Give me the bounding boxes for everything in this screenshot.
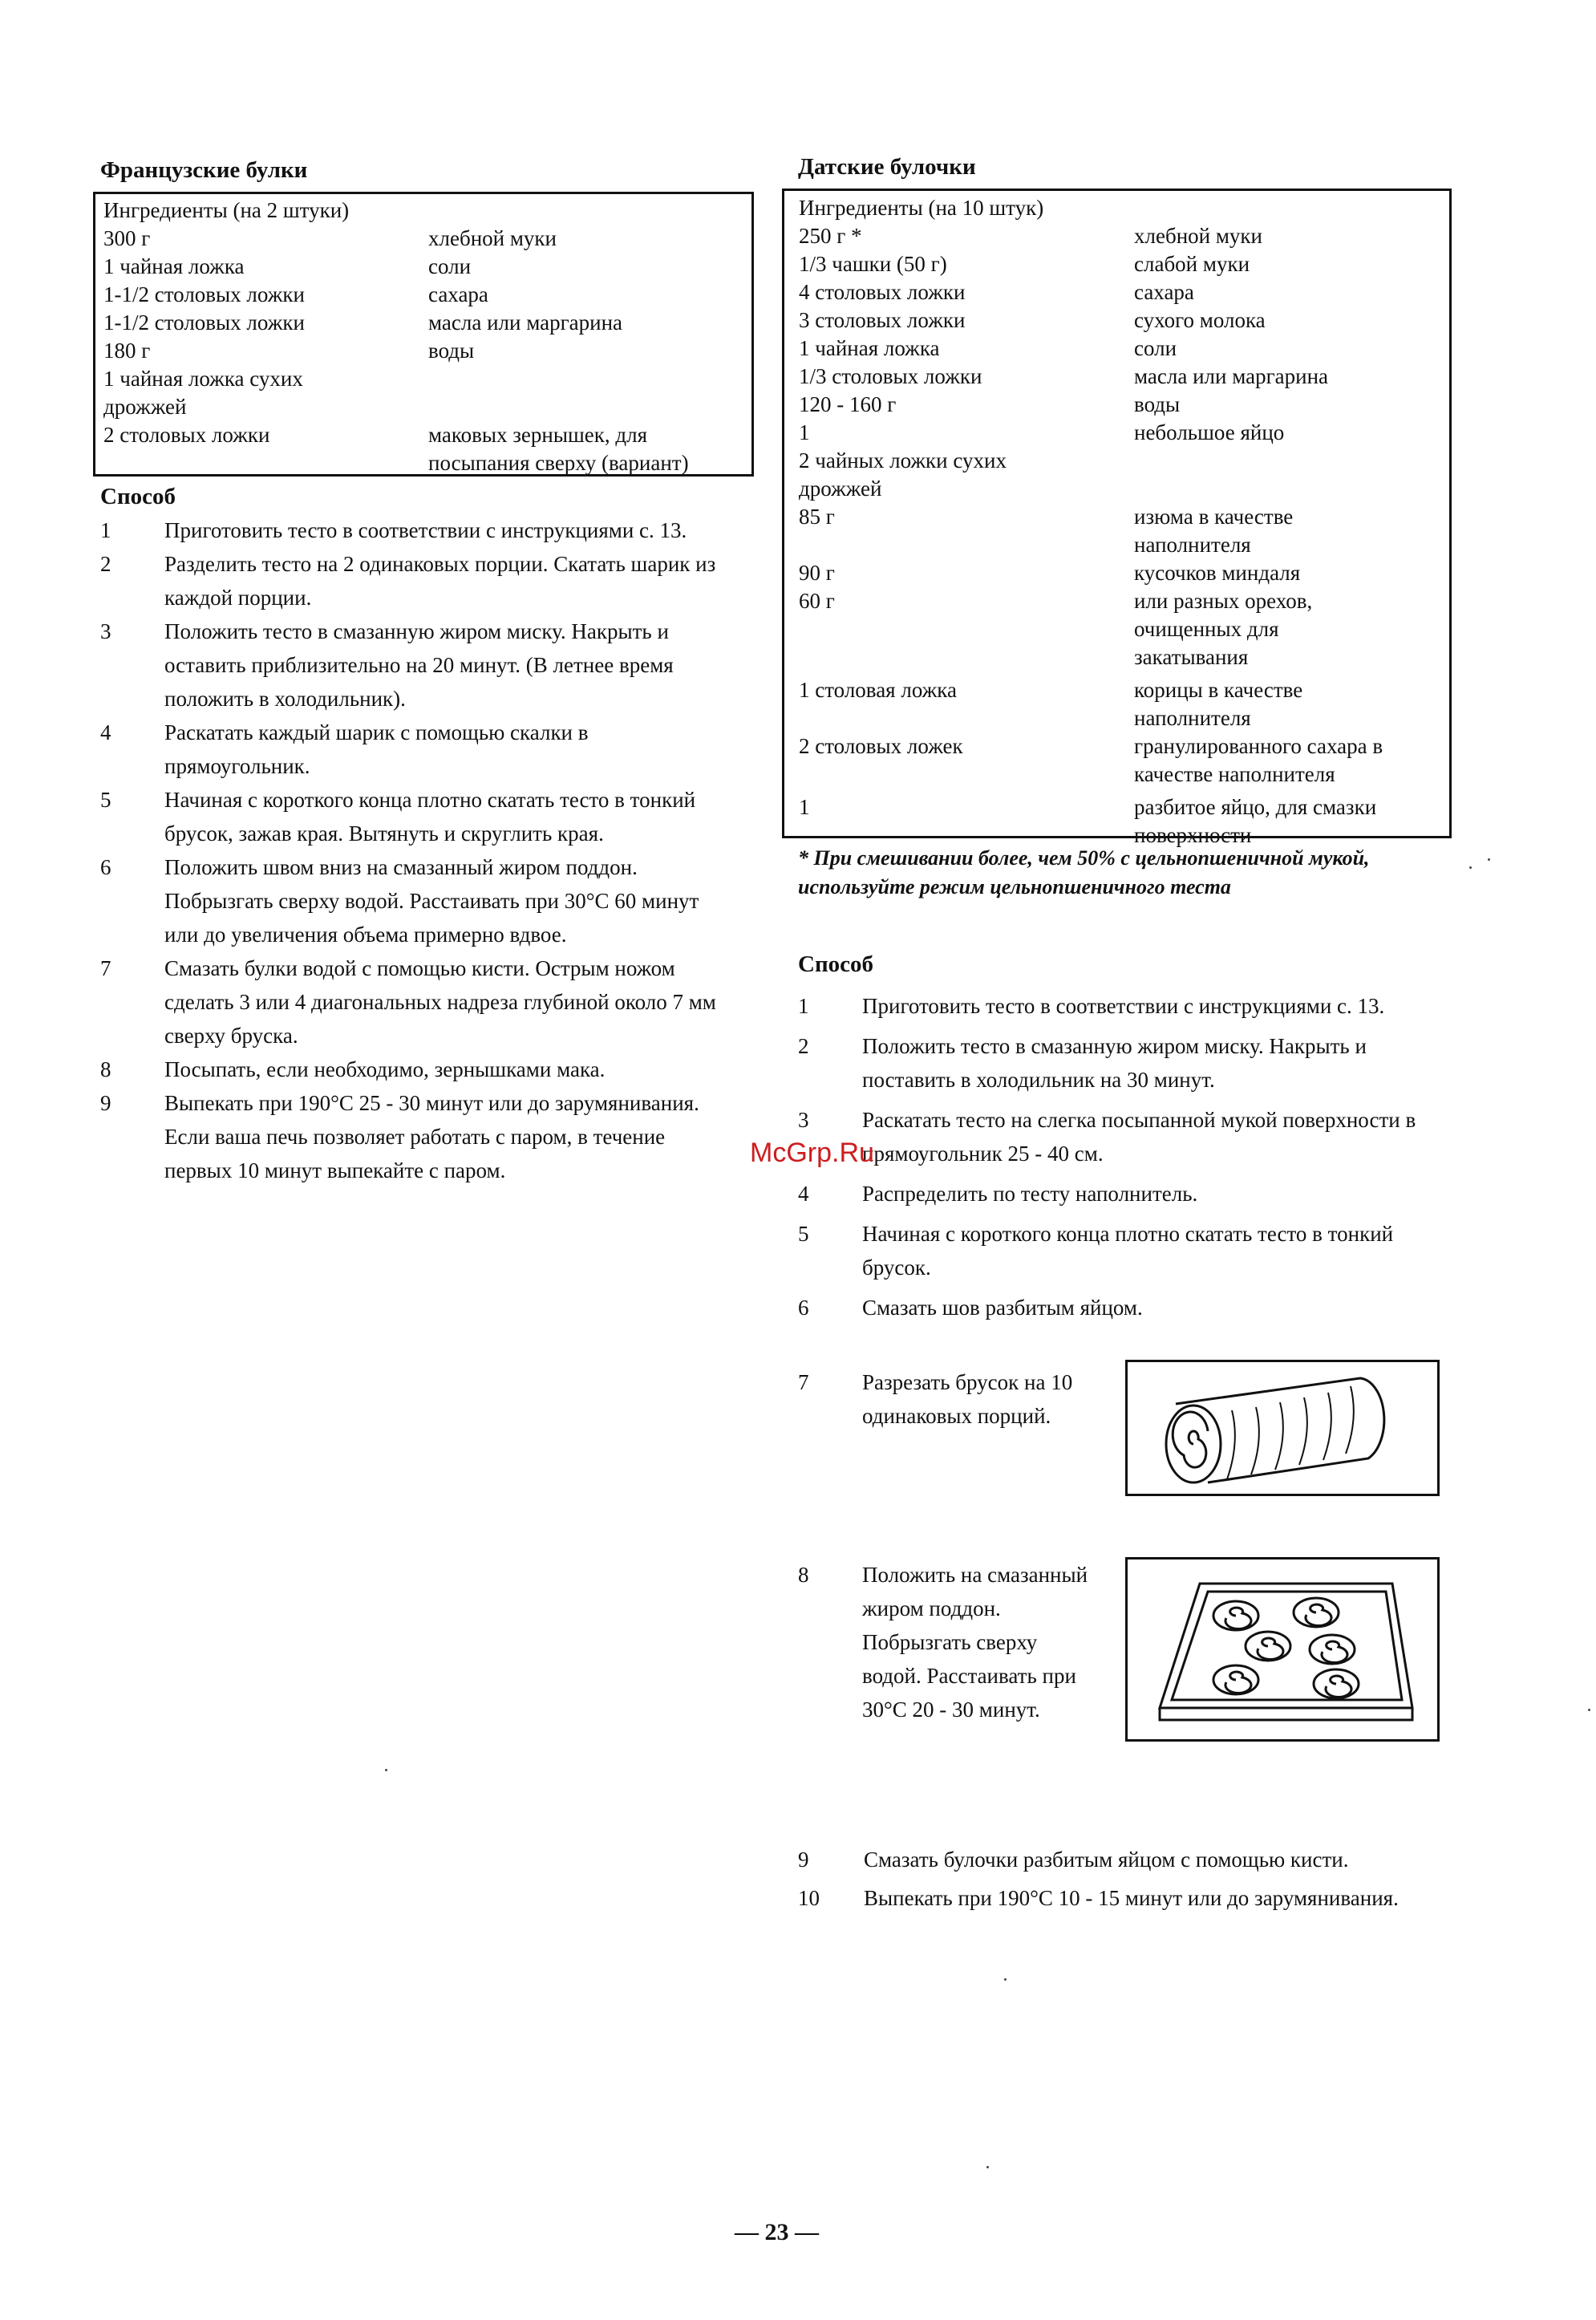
ingredients-header: Ингредиенты (на 2 штуки) [103,198,350,222]
ingredients-list-french [103,197,743,477]
method-step: 10 Выпекать при 190°С 10 - 15 минут или до зарумянивания. [798,1886,1399,1910]
page-number: — 23 — [735,2219,819,2245]
ingredient-row: 1/3 столовых ложки масла или маргарина [799,364,1329,388]
scan-speck [1588,1709,1590,1711]
method-steps-danish [798,989,1440,1324]
ingredient-row: 1-1/2 столовых ложки сахара [103,282,488,306]
scan-speck [1488,858,1490,861]
ingredient-row: 1 столовая ложка корицы в качестве [799,678,1303,702]
ingredient-row: 1 чайная ложка соли [103,254,472,278]
ingredient-row: 180 г воды [103,339,475,363]
method-step: 6 Положить швом вниз на смазанный жиром поддон. Побрызгать сверху водой. Расстаивать при 30°С 60 минут или до увеличения объема примерно вдвое. [100,855,699,947]
ingredient-row: 300 г хлебной муки [103,226,557,250]
ingredient-row: 85 г изюма в качестве [799,505,1294,529]
ingredient-row: очищенных для [1134,617,1279,641]
method-steps-danish-final [798,1843,1440,1915]
method-step: 2 Разделить тесто на 2 одинаковых порции. Скатать шарик из каждой порции. [100,552,716,610]
method-title-french: Способ [100,484,176,509]
ingredient-row: наполнителя [1134,533,1251,557]
method-title-danish: Способ [798,951,874,977]
ingredient-row: 1 разбитое яйцо, для смазки [799,795,1377,819]
ingredient-row: закатывания [1134,645,1249,669]
scan-speck [385,1769,387,1771]
ingredient-row: 1-1/2 столовых ложки масла или маргарина [103,310,623,335]
ingredient-row: 2 столовых ложек гранулированного сахара в [799,734,1383,758]
method-step: 5 Начиная с короткого конца плотно скатать тесто в тонкий брусок, зажав края. Вытянуть и скруглить края. [100,788,696,846]
ingredient-row: 60 г или разных орехов, [799,589,1313,613]
method-step: 7 Разрезать брусок на 10 одинаковых порций. [798,1370,1073,1428]
scan-speck [1469,866,1472,869]
scan-speck [1004,1978,1007,1981]
method-step: 8 Положить на смазанный жиром поддон. Побрызгать сверху водой. Расстаивать при 30°С 20 - 30 минут. [798,1563,1088,1722]
ingredients-list-danish [799,194,1441,850]
ingredient-row: качестве наполнителя [1134,762,1335,786]
method-step: 3 Положить тесто в смазанную жиром миску. Накрыть и оставить приблизительно на 20 минут. (В летнее время положить в холодильник). [100,619,674,711]
method-step: 4 Распределить по тесту наполнитель. [798,1182,1198,1206]
ingredient-row: 120 - 160 г воды [799,392,1181,416]
method-step: 9 Выпекать при 190°С 25 - 30 минут или до зарумянивания. Если ваша печь позволяет работать с паром, в течение первых 10 минут выпекайте с паром. [100,1091,699,1182]
ingredient-row: 2 чайных ложки сухих [799,448,1007,473]
ingredient-row: 1 небольшое яйцо [799,420,1285,444]
ingredient-row: 3 столовых ложки сухого молока [799,308,1266,332]
method-step: 1 Приготовить тесто в соответствии с инструкциями с. 13. [798,994,1385,1018]
ingredients-header: Ингредиенты (на 10 штук) [799,196,1044,220]
recipe-title-danish: Датские булочки [798,154,976,180]
ingredient-row: 2 столовых ложки маковых зернышек, для [103,423,648,447]
method-step: 2 Положить тесто в смазанную жиром миску. Накрыть и поставить в холодильник на 30 минут. [798,1034,1367,1092]
ingredient-row: дрожжей [799,477,882,501]
baking-tray-icon [1128,1560,1437,1739]
ingredient-row: дрожжей [103,395,187,419]
recipe-title-french-bread: Французские булки [100,157,308,183]
ingredient-row: 1/3 чашки (50 г) слабой муки [799,252,1250,276]
ingredient-row: поверхности [1134,823,1252,847]
method-steps-french [100,513,734,1187]
method-step: 5 Начиная с короткого конца плотно скатать тесто в тонкий брусок. [798,1222,1394,1280]
scan-speck [986,2166,989,2168]
method-step: 7 Смазать булки водой с помощью кисти. Острым ножом сделать 3 или 4 диагональных надреза глубиной около 7 мм сверху бруска. [100,956,716,1048]
method-step: 4 Раскатать каждый шарик с помощью скалки в прямоугольник. [100,720,589,778]
method-step: 1 Приготовить тесто в соответствии с инструкциями с. 13. [100,518,687,542]
rolled-dough-illustration [1125,1360,1440,1496]
baking-tray-illustration [1125,1557,1440,1742]
ingredient-row: 4 столовых ложки сахара [799,280,1194,304]
ingredient-row: наполнителя [1134,706,1251,730]
method-step: 6 Смазать шов разбитым яйцом. [798,1296,1143,1320]
ingredients-box-french [93,192,754,477]
watermark: McGrp.Ru [750,1138,874,1168]
dough-log-icon [1128,1362,1437,1494]
method-step: 3 Раскатать тесто на слегка посыпанной мукой поверхности в прямоугольник 25 - 40 см. [798,1108,1416,1166]
ingredients-box-danish [782,189,1452,847]
ingredient-row: 90 г кусочков миндаля [799,561,1301,585]
ingredient-row: 1 чайная ложка сухих [103,367,303,391]
ingredient-row: посыпания сверху (вариант) [428,451,689,475]
method-step: 8 Посыпать, если необходимо, зернышками мака. [100,1057,606,1081]
method-step: 9 Смазать булочки разбитым яйцом с помощью кисти. [798,1847,1349,1872]
ingredient-row: 1 чайная ложка соли [799,336,1177,360]
ingredient-row: 250 г * хлебной муки [799,224,1262,248]
whole-wheat-note: * При смешивании более, чем 50% с цельнопшеничной мукой, используйте режим цельнопшеничного теста [798,846,1370,898]
